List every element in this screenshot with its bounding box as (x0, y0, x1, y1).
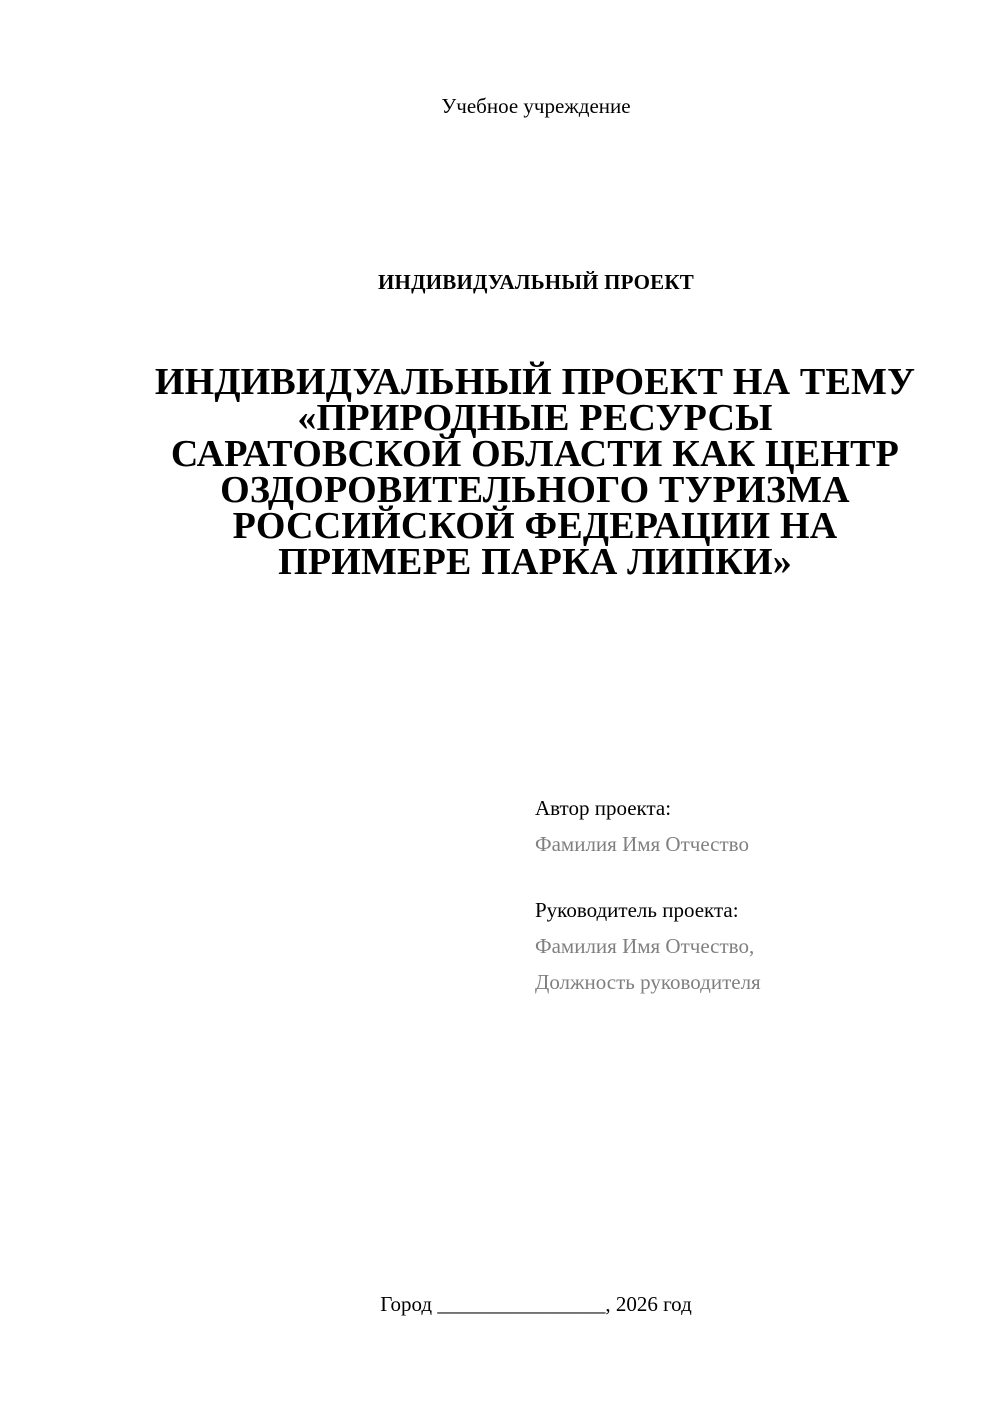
supervisor-position: Должность руководителя (535, 970, 761, 994)
institution-name: Учебное учреждение (441, 94, 631, 118)
title-line: РОССИЙСКОЙ ФЕДЕРАЦИИ НА (232, 505, 838, 547)
title-line: САРАТОВСКОЙ ОБЛАСТИ КАК ЦЕНТР (170, 433, 900, 475)
spacer (535, 862, 975, 892)
title-line: ИНДИВИДУАЛЬНЫЙ ПРОЕКТ НА ТЕМУ (154, 361, 916, 403)
author-name: Фамилия Имя Отчество (535, 832, 749, 856)
project-info-block (535, 790, 975, 1000)
city-year-line: Город ________________, 2026 год (380, 1292, 692, 1316)
supervisor-label: Руководитель проекта: (535, 898, 739, 922)
project-title (110, 361, 960, 583)
author-label: Автор проекта: (535, 796, 672, 820)
supervisor-name: Фамилия Имя Отчество, (535, 934, 755, 958)
title-line: «ПРИРОДНЫЕ РЕСУРСЫ (297, 397, 773, 439)
title-line: ПРИМЕРЕ ПАРКА ЛИПКИ» (278, 541, 792, 583)
title-line: ОЗДОРОВИТЕЛЬНОГО ТУРИЗМА (220, 469, 850, 511)
document-type: ИНДИВИДУАЛЬНЫЙ ПРОЕКТ (378, 270, 694, 294)
